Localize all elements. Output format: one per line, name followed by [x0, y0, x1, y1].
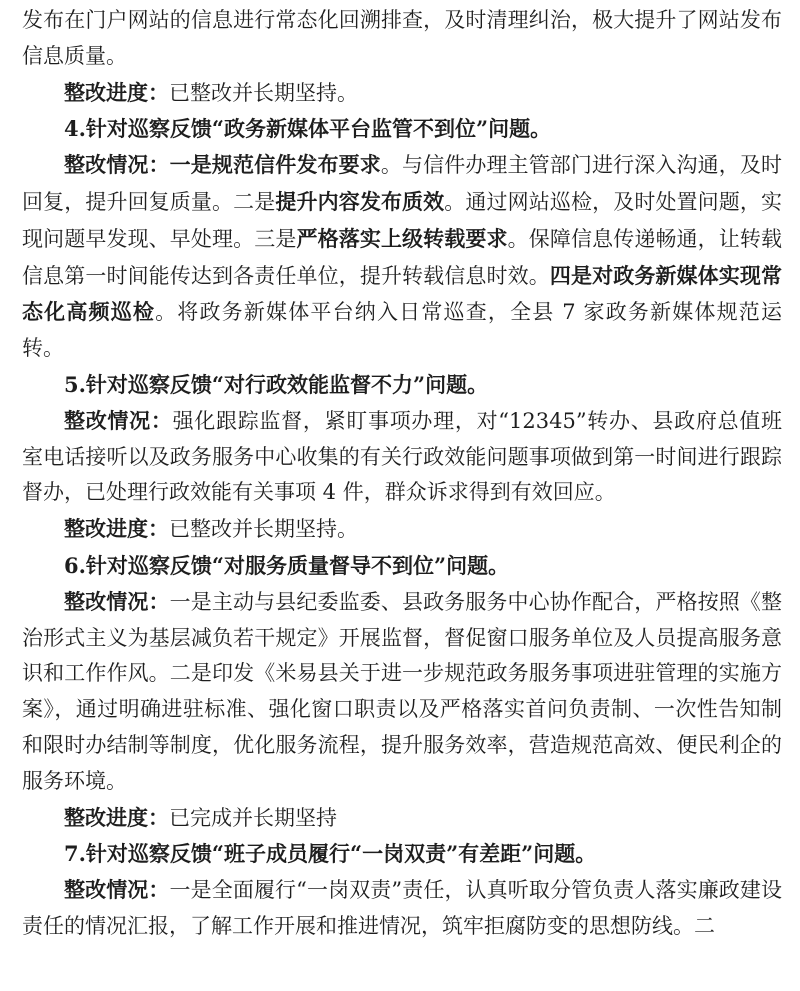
body-paragraph	[22, 511, 782, 548]
body-paragraph	[22, 584, 782, 800]
text-run: 已整改并长期坚持。	[169, 80, 358, 105]
body-paragraph	[22, 147, 782, 367]
bold-text-run: 整改进度：	[64, 804, 169, 830]
bold-text-run: 整改情况：	[64, 152, 170, 178]
bold-text-run: 整改进度：	[64, 516, 169, 542]
bold-text-run: 整改情况：	[64, 877, 170, 903]
bold-text-run: 整改情况：	[64, 407, 173, 433]
bold-text-run: 整改情况：	[64, 588, 170, 614]
bold-text-run: 6.针对巡察反馈“对服务质量督导不到位”问题。	[64, 552, 510, 578]
body-paragraph	[22, 3, 782, 75]
bold-text-run: 一是规范信件发布要求	[169, 152, 381, 178]
section-heading	[22, 836, 782, 872]
bold-text-run: 4.针对巡察反馈“政务新媒体平台监管不到位”问题。	[64, 116, 552, 142]
section-heading	[22, 111, 782, 147]
text-run: 强化跟踪监督，紧盯事项办理，对“12345”转办、县政府总值班室电话接听以及政务服务中心收集的有关行政效能问题事项做到第一时间进行跟踪督办，已处理行政效能有关事项 4 件，群众诉求得到有效回应。	[22, 408, 782, 505]
text-run: 已完成并长期坚持	[169, 805, 337, 830]
body-paragraph	[22, 800, 782, 837]
text-run: 一是主动与县纪委监委、县政务服务中心协作配合，严格按照《整治形式主义为基层减负若干规定》开展监督，督促窗口服务单位及人员提高服务意识和工作作风。二是印发《米易县关于进一步规范政务服务事项进驻管理的实施方案》，通过明确进驻标准、强化窗口职责以及严格落实首问负责制、一次性告知制和限时办结制等制度，优化服务流程，提升服务效率，营造规范高效、便民利企的服务环境。	[22, 589, 783, 793]
bold-text-run: 四是对政务新媒体实现常态化高频巡检	[22, 262, 783, 325]
body-paragraph	[22, 75, 782, 112]
bold-text-run: 7.针对巡察反馈“班子成员履行“一岗双责”有差距”问题。	[64, 841, 597, 867]
text-run: 发布在门户网站的信息进行常态化回溯排查，及时清理纠治，极大提升了网站发布信息质量。	[22, 8, 782, 68]
text-run: 已整改并长期坚持。	[169, 517, 358, 542]
text-run: 一是全面履行“一岗双责”责任，认真听取分管负责人落实廉政建设责任的情况汇报，了解工作开展和推进情况，筑牢拒腐防变的思想防线。二	[22, 878, 782, 938]
bold-text-run: 严格落实上级转载要求	[296, 225, 508, 251]
bold-text-run: 提升内容发布质效	[275, 188, 445, 214]
text-run: 。保障信息传递畅通，让转载信息第一时间能传达到各责任单位，提升转载信息时效。	[22, 226, 783, 288]
bold-text-run: 整改进度：	[64, 79, 169, 105]
text-run: 。通过网站巡检，及时处置问题，实现问题早发现、早处理。三是	[22, 189, 783, 251]
bold-text-run: 5.针对巡察反馈“对行政效能监督不力”问题。	[64, 371, 489, 397]
text-run: 。将政务新媒体平台纳入日常巡查，全县 7 家政务新媒体规范运转。	[22, 300, 782, 361]
text-run: 。与信件办理主管部门进行深入沟通，及时回复，提升回复质量。二是	[22, 153, 783, 214]
section-heading	[22, 367, 782, 403]
section-heading	[22, 548, 782, 584]
body-paragraph	[22, 403, 782, 511]
body-paragraph	[22, 872, 782, 945]
